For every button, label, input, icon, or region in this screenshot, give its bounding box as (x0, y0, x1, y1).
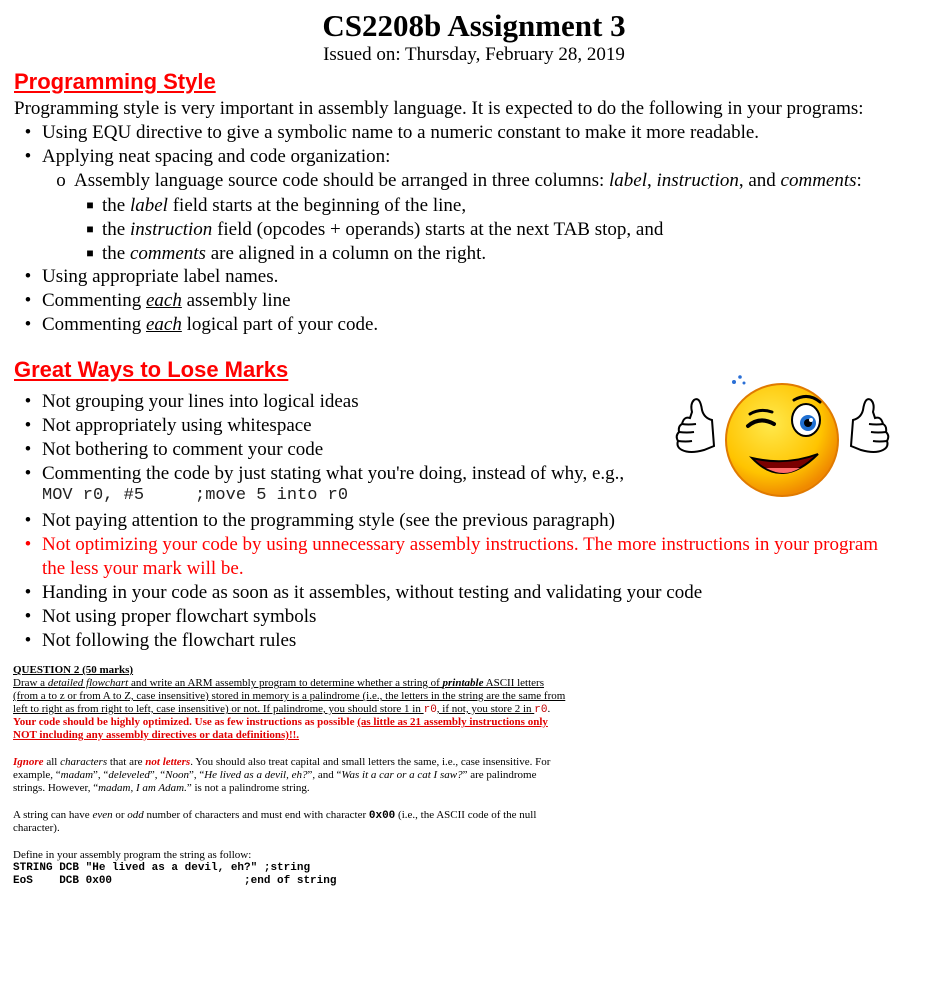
style-subsub-instruction: ■ the instruction field (opcodes + operands) starts at the next TAB stop, and (78, 217, 663, 242)
code-example: MOV r0, #5 ;move 5 into r0 (42, 486, 349, 505)
bullet-icon: • (24, 606, 32, 627)
question-text-line: Ignore all characters that are not letters. You should also treat capital and small letters the same, i.e., case insensitive. For (13, 756, 551, 768)
bullet-icon: • (24, 122, 32, 143)
winking-smiley-thumbs-up-icon (670, 368, 895, 508)
lose-item-optimize-cont: the less your mark will be. (42, 558, 244, 579)
programming-style-heading: Programming Style (14, 69, 216, 94)
bullet-icon: • (24, 314, 32, 335)
bullet-icon: • (24, 582, 32, 603)
question-title: QUESTION 2 (50 marks) (13, 664, 134, 676)
document-title: CS2208b Assignment 3 (322, 8, 626, 43)
lose-item: • Not paying attention to the programming style (see the previous paragraph) (14, 509, 615, 533)
bullet-icon: • (24, 439, 32, 460)
square-bullet-icon: ■ (86, 222, 94, 236)
question-optimization-note: Your code should be highly optimized. Use as few instructions as possible (as little as 21 assembly instructions only (13, 716, 548, 728)
question-text-line: Define in your assembly program the string as follow: (13, 849, 252, 861)
question-text-line: character). (13, 822, 60, 834)
style-bullet-labels: • Using appropriate label names. (14, 265, 278, 289)
style-subsub-label: ■ the label field starts at the beginning of the line, (78, 193, 466, 218)
question-text-line: Draw a detailed flowchart and write an ARM assembly program to determine whether a string of printable ASCII letters (13, 677, 544, 689)
lose-item: • Not following the flowchart rules (14, 629, 296, 653)
circle-bullet-icon: o (56, 170, 66, 191)
question-text-line: left to right as from right to left, case insensitive) or not. If palindrome, you should store 1 in r0, if not, you store 2 in r0. (13, 703, 551, 716)
lose-item: • Not bothering to comment your code (14, 438, 323, 462)
question-text-line: strings. However, “madam, I am Adam.” is not a palindrome string. (13, 782, 310, 794)
lose-marks-heading: Great Ways to Lose Marks (14, 357, 289, 382)
bullet-icon: • (24, 391, 32, 412)
lose-item: • Not grouping your lines into logical ideas (14, 390, 359, 414)
style-bullet-comment-line: • Commenting each assembly line (14, 289, 291, 313)
lose-item: • Commenting the code by just stating what you're doing, instead of why, e.g., (14, 462, 624, 486)
bullet-icon: • (24, 266, 32, 287)
bullet-icon: • (24, 630, 32, 651)
bullet-icon: • (24, 146, 32, 167)
bullet-icon: • (24, 290, 32, 311)
bullet-icon: • (24, 463, 32, 484)
issued-date: Issued on: Thursday, February 28, 2019 (323, 44, 625, 65)
code-string-definition: STRING DCB "He lived as a devil, eh?" ;string (13, 862, 311, 874)
style-bullet-spacing: • Applying neat spacing and code organization: (14, 145, 390, 169)
lose-item-optimize: • Not optimizing your code by using unnecessary assembly instructions. The more instructions in your program (14, 533, 878, 557)
style-bullet-comment-part: • Commenting each logical part of your code. (14, 313, 378, 337)
lose-item: • Not using proper flowchart symbols (14, 605, 316, 629)
question-text-line: example, “madam”, “deleveled”, “Noon”, “He lived as a devil, eh?”, and “Was it a car or a cat I saw?” are palindrome (13, 769, 537, 781)
lose-item: • Not appropriately using whitespace (14, 414, 312, 438)
style-intro: Programming style is very important in assembly language. It is expected to do the following in your programs: (14, 98, 864, 119)
question-text-line: A string can have even or odd number of characters and must end with character 0x00 (i.e., the ASCII code of the null (13, 809, 537, 822)
bullet-icon: • (24, 534, 32, 555)
question-text-line: (from a to z or from A to Z, case insensitive) stored in memory is a palindrome (i.e., the letters in the string are the same from (13, 690, 566, 702)
style-subsub-comments: ■ the comments are aligned in a column on the right. (78, 241, 486, 266)
style-sub-bullet-columns: o Assembly language source code should be arranged in three columns: label, instruction, and comments: (48, 169, 862, 193)
square-bullet-icon: ■ (86, 198, 94, 212)
style-bullet-equ: • Using EQU directive to give a symbolic name to a numeric constant to make it more readable. (14, 121, 759, 145)
code-eos-definition: EoS DCB 0x00 ;end of string (13, 875, 337, 887)
question-optimization-note-cont: NOT including any assembly directives or data definitions)!!. (13, 729, 300, 741)
bullet-icon: • (24, 415, 32, 436)
lose-item: • Handing in your code as soon as it assembles, without testing and validating your code (14, 581, 702, 605)
bullet-icon: • (24, 510, 32, 531)
square-bullet-icon: ■ (86, 246, 94, 260)
